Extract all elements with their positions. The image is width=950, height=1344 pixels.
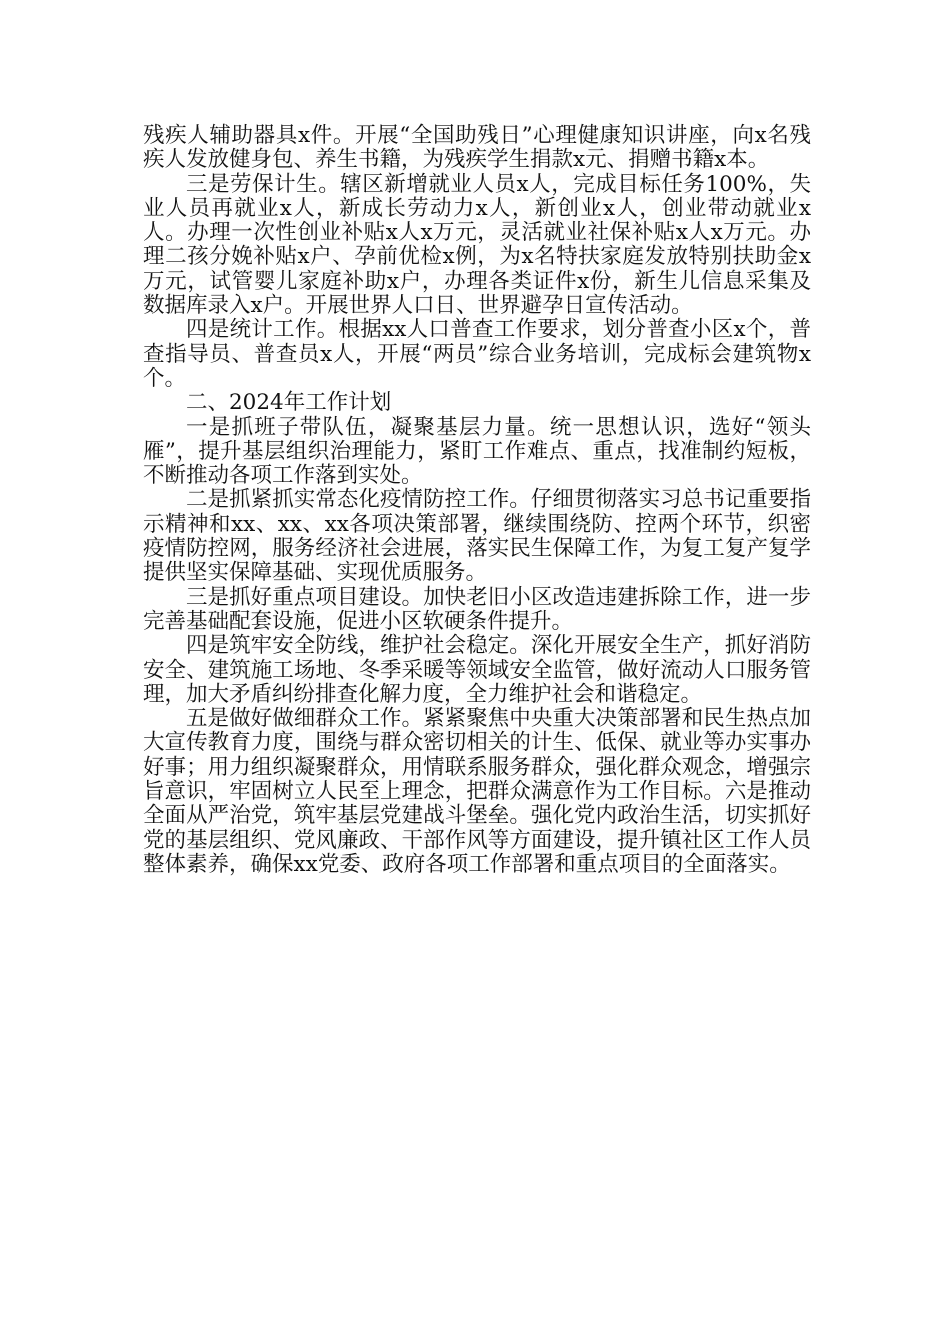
paragraph-plan-key-projects: 三是抓好重点项目建设。加快老旧小区改造违建拆除工作，进一步完善基础配套设施，促进小区软硬条件提升。: [143, 584, 811, 634]
paragraph-plan-safety-stability: 四是筑牢安全防线，维护社会稳定。深化开展安全生产，抓好消防安全、建筑施工场地、冬季采暖等领域安全监管，做好流动人口服务管理，加大矛盾纠纷排查化解力度，全力维护社会和谐稳定。: [143, 633, 811, 707]
paragraph-plan-team-building: 一是抓班子带队伍，凝聚基层力量。统一思想认识，选好“领头雁”，提升基层组织治理能力，紧盯工作难点、重点，找准制约短板，不断推动各项工作落到实处。: [143, 414, 811, 489]
paragraph-plan-epidemic-control: 二是抓紧抓实常态化疫情防控工作。仔细贯彻落实习总书记重要指示精神和xx、xx、xx各项决策部署，继续围绕防、控两个环节，织密疫情防控网，服务经济社会进展，落实民生保障工作，为复工复产复学提供坚实保障基础、实现优质服务。: [143, 487, 811, 586]
paragraph-disabled-assistance: 残疾人辅助器具x件。开展“全国助残日”心理健康知识讲座，向x名残疾人发放健身包、养生书籍，为残疾学生捐款x元、捐赠书籍x本。: [143, 123, 811, 173]
document-body: [143, 124, 811, 877]
paragraph-labor-family-planning: 三是劳保计生。辖区新增就业人员x人，完成目标任务100%，失业人员再就业x人，新成长劳动力x人，新创业x人，创业带动就业x人。办理一次性创业补贴x人x万元，灵活就业社保补贴x人x万元。办理二孩分娩补贴x户、孕前优检x例，为x名特扶家庭发放特别扶助金x万元，试管婴儿家庭补助x户，办理各类证件x份，新生儿信息采集及数据库录入x户。开展世界人口日、世界避孕日宣传活动。: [143, 171, 811, 319]
section-heading-work-plan: 二、2024年工作计划: [186, 390, 392, 416]
paragraph-plan-mass-work: 五是做好做细群众工作。紧紧聚焦中央重大决策部署和民生热点加大宣传教育力度，围绕与群众密切相关的计生、低保、就业等办实事办好事；用力组织凝聚群众，用情联系服务群众，强化群众观念，增强宗旨意识，牢固树立人民至上理念，把群众满意作为工作目标。六是推动全面从严治党，筑牢基层党建战斗堡垒。强化党内政治生活，切实抓好党的基层组织、党风廉政、干部作风等方面建设，提升镇社区工作人员整体素养，确保xx党委、政府各项工作部署和重点项目的全面落实。: [143, 706, 811, 877]
paragraph-statistics-work: 四是统计工作。根据xx人口普查工作要求，划分普查小区x个，普查指导员、普查员x人，开展“两员”综合业务培训，完成标会建筑物x个。: [143, 317, 811, 391]
